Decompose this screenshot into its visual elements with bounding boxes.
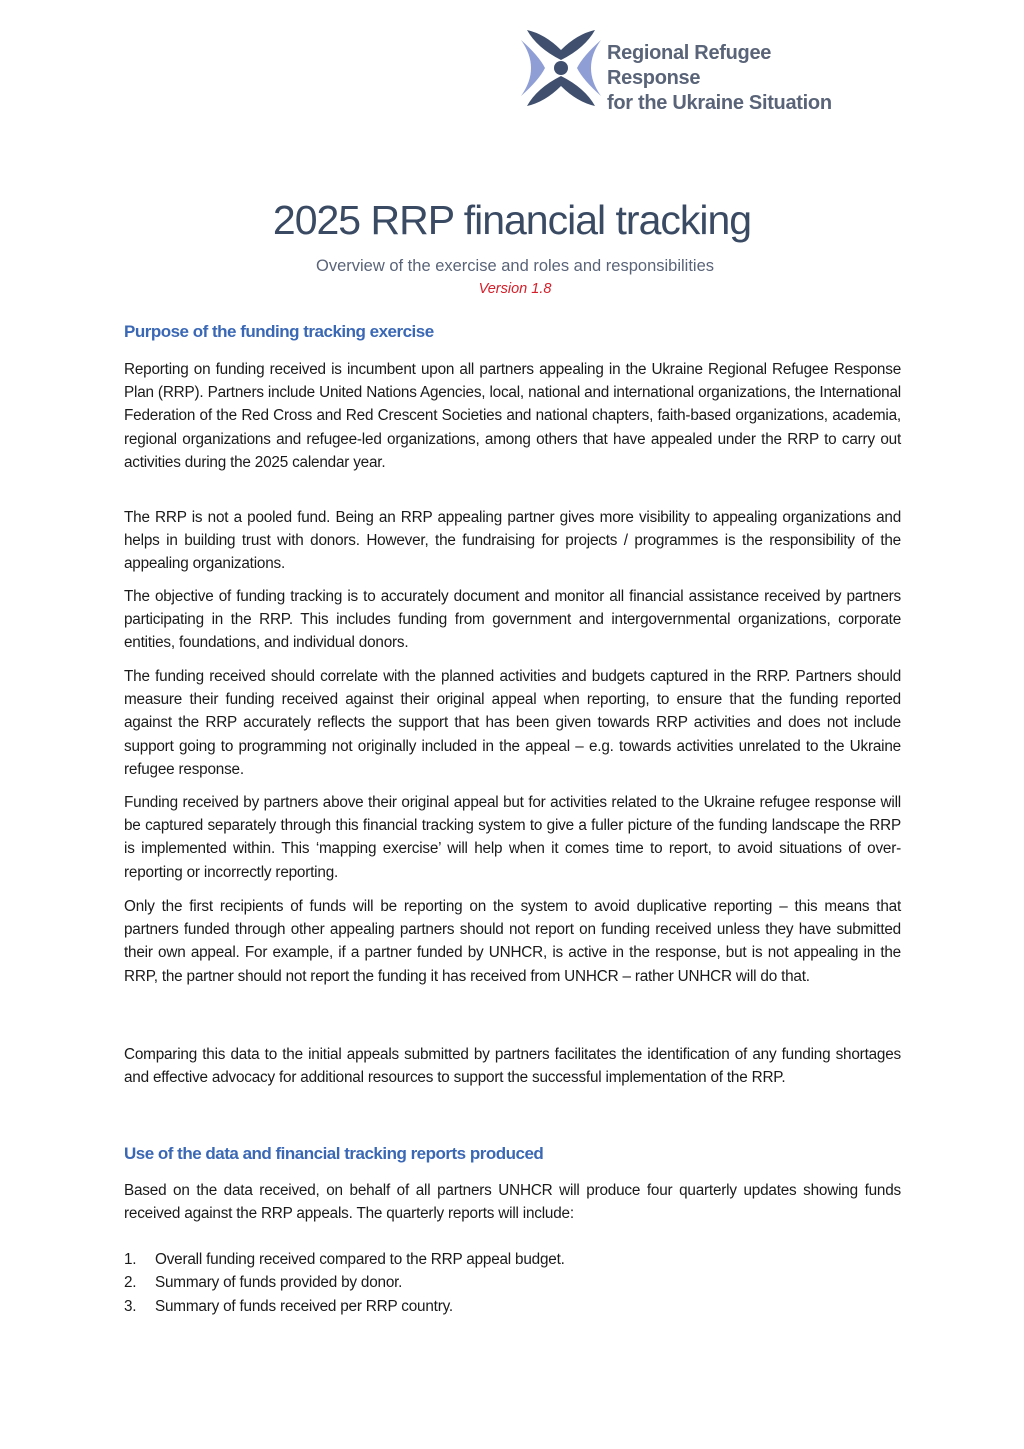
report-contents-list <box>124 1248 901 1318</box>
rrp-x-logo-icon <box>519 26 603 110</box>
paragraph: The objective of funding tracking is to accurately document and monitor all financial assistance received by partners participating in the RRP. This includes funding from government and intergovernmental organizations, corporate entities, foundations, and individual donors. <box>124 588 901 652</box>
list-item <box>124 1295 901 1318</box>
version-label: Version 1.8 <box>478 281 552 297</box>
list-text: Summary of funds provided by donor. <box>155 1274 403 1292</box>
list-text: Summary of funds received per RRP country. <box>155 1297 453 1315</box>
list-number: 2. <box>124 1274 137 1292</box>
logo-wordmark <box>607 41 869 116</box>
section-heading-purpose: Purpose of the funding tracking exercise <box>124 322 434 341</box>
list-item <box>124 1271 901 1294</box>
list-item <box>124 1248 901 1271</box>
paragraph: Comparing this data to the initial appeals submitted by partners facilitates the identification of any funding shortages and effective advocacy for additional resources to support the successful implementation of the RRP. <box>124 1046 901 1087</box>
paragraph: Funding received by partners above their original appeal but for activities related to the Ukraine refugee response will be captured separately through this financial tracking system to give a fuller picture of the funding landscape the RRP is implemented within. This ‘mapping exercise’ will help when it comes time to report, to avoid situations of over-reporting or incorrectly reporting. <box>124 794 901 881</box>
logo-line-2: for the Ukraine Situation <box>607 92 832 114</box>
list-number: 1. <box>124 1251 137 1268</box>
paragraph: Reporting on funding received is incumbent upon all partners appealing in the Ukraine Regional Refugee Response Plan (RRP). Partners include United Nations Agencies, local, national and international organizations, the International Federation of the Red Cross and Red Crescent Societies and national chapters, faith-based organizations, academia, regional organizations and refugee-led organizations, among others that have appealed under the RRP to carry out activities during the 2025 calendar year. <box>124 361 901 471</box>
page-title: 2025 RRP financial tracking <box>272 197 752 243</box>
logo-line-1: Regional Refugee Response <box>607 42 772 89</box>
page-subtitle: Overview of the exercise and roles and responsibilities <box>315 257 715 275</box>
paragraph: Based on the data received, on behalf of all partners UNHCR will produce four quarterly updates showing funds received against the RRP appeals. The quarterly reports will include: <box>124 1182 901 1223</box>
section-heading-use-of-data: Use of the data and financial tracking reports produced <box>124 1144 544 1163</box>
list-number: 3. <box>124 1297 137 1315</box>
paragraph: The funding received should correlate with the planned activities and budgets captured in the RRP. Partners should measure their funding received against their original appeal when reporting, to ensure that the funding reported against the RRP accurately reflects the support that has been given towards RRP activities and does not include support going to programming not originally included in the appeal – e.g. towards activities unrelated to the Ukraine refugee response. <box>124 668 901 778</box>
list-text: Overall funding received compared to the RRP appeal budget. <box>155 1251 565 1268</box>
paragraph: The RRP is not a pooled fund. Being an RRP appealing partner gives more visibility to appealing organizations and helps in building trust with donors. However, the fundraising for projects / programmes is the responsibility of the appealing organizations. <box>124 509 901 573</box>
header-logo <box>519 26 869 114</box>
paragraph: Only the first recipients of funds will be reporting on the system to avoid duplicative reporting – this means that partners funded through other appealing partners should not report on funding received unless they have submitted their own appeal. For example, if a partner funded by UNHCR, is active in the response, but is not appealing in the RRP, the partner should not report the funding it has received from UNHCR – rather UNHCR will do that. <box>124 898 901 985</box>
